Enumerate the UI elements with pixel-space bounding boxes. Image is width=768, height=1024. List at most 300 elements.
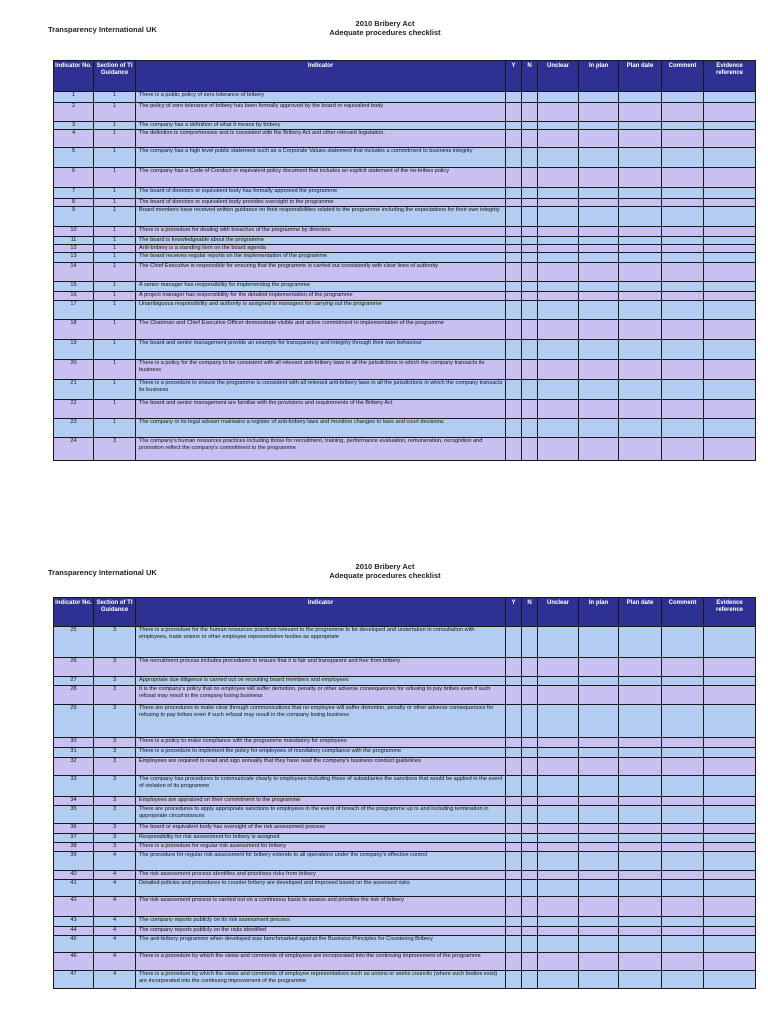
cell-n[interactable]	[522, 340, 538, 360]
cell-comment[interactable]	[662, 245, 704, 253]
cell-comment[interactable]	[662, 360, 704, 380]
cell-n[interactable]	[522, 263, 538, 282]
cell-unclear[interactable]	[538, 953, 579, 971]
cell-comment[interactable]	[662, 199, 704, 207]
cell-n[interactable]	[522, 748, 538, 758]
cell-n[interactable]	[522, 880, 538, 897]
cell-comment[interactable]	[662, 438, 704, 461]
cell-n[interactable]	[522, 936, 538, 953]
cell-in-plan[interactable]	[579, 419, 619, 438]
cell-evidence[interactable]	[704, 971, 756, 989]
cell-evidence[interactable]	[704, 237, 756, 245]
cell-evidence[interactable]	[704, 340, 756, 360]
cell-unclear[interactable]	[538, 776, 579, 797]
cell-in-plan[interactable]	[579, 122, 619, 130]
cell-comment[interactable]	[662, 340, 704, 360]
cell-n[interactable]	[522, 917, 538, 927]
cell-comment[interactable]	[662, 253, 704, 263]
cell-in-plan[interactable]	[579, 282, 619, 292]
cell-in-plan[interactable]	[579, 834, 619, 843]
cell-y[interactable]	[506, 852, 522, 871]
cell-n[interactable]	[522, 301, 538, 320]
cell-plan-date[interactable]	[619, 897, 662, 917]
cell-evidence[interactable]	[704, 738, 756, 748]
cell-y[interactable]	[506, 320, 522, 340]
cell-plan-date[interactable]	[619, 806, 662, 824]
cell-evidence[interactable]	[704, 917, 756, 927]
cell-y[interactable]	[506, 917, 522, 927]
cell-unclear[interactable]	[538, 168, 579, 188]
cell-in-plan[interactable]	[579, 301, 619, 320]
cell-unclear[interactable]	[538, 419, 579, 438]
cell-comment[interactable]	[662, 758, 704, 776]
cell-in-plan[interactable]	[579, 658, 619, 677]
cell-in-plan[interactable]	[579, 806, 619, 824]
cell-comment[interactable]	[662, 953, 704, 971]
cell-comment[interactable]	[662, 824, 704, 834]
cell-y[interactable]	[506, 843, 522, 852]
cell-comment[interactable]	[662, 971, 704, 989]
cell-plan-date[interactable]	[619, 103, 662, 122]
cell-y[interactable]	[506, 282, 522, 292]
cell-evidence[interactable]	[704, 843, 756, 852]
cell-comment[interactable]	[662, 168, 704, 188]
cell-plan-date[interactable]	[619, 871, 662, 880]
cell-in-plan[interactable]	[579, 340, 619, 360]
cell-n[interactable]	[522, 658, 538, 677]
cell-unclear[interactable]	[538, 927, 579, 936]
cell-n[interactable]	[522, 738, 538, 748]
cell-plan-date[interactable]	[619, 843, 662, 852]
cell-y[interactable]	[506, 824, 522, 834]
cell-unclear[interactable]	[538, 438, 579, 461]
cell-y[interactable]	[506, 263, 522, 282]
cell-n[interactable]	[522, 677, 538, 686]
cell-plan-date[interactable]	[619, 936, 662, 953]
cell-n[interactable]	[522, 282, 538, 292]
cell-in-plan[interactable]	[579, 227, 619, 237]
cell-evidence[interactable]	[704, 263, 756, 282]
cell-plan-date[interactable]	[619, 797, 662, 806]
cell-y[interactable]	[506, 380, 522, 400]
cell-comment[interactable]	[662, 917, 704, 927]
cell-n[interactable]	[522, 419, 538, 438]
cell-comment[interactable]	[662, 852, 704, 871]
cell-evidence[interactable]	[704, 103, 756, 122]
cell-plan-date[interactable]	[619, 340, 662, 360]
cell-comment[interactable]	[662, 419, 704, 438]
cell-y[interactable]	[506, 92, 522, 103]
cell-n[interactable]	[522, 320, 538, 340]
cell-y[interactable]	[506, 292, 522, 301]
cell-comment[interactable]	[662, 92, 704, 103]
cell-in-plan[interactable]	[579, 797, 619, 806]
cell-in-plan[interactable]	[579, 292, 619, 301]
cell-plan-date[interactable]	[619, 880, 662, 897]
cell-comment[interactable]	[662, 263, 704, 282]
cell-unclear[interactable]	[538, 122, 579, 130]
cell-in-plan[interactable]	[579, 320, 619, 340]
cell-unclear[interactable]	[538, 705, 579, 738]
cell-unclear[interactable]	[538, 971, 579, 989]
cell-y[interactable]	[506, 207, 522, 227]
cell-plan-date[interactable]	[619, 748, 662, 758]
cell-n[interactable]	[522, 705, 538, 738]
cell-unclear[interactable]	[538, 92, 579, 103]
cell-comment[interactable]	[662, 227, 704, 237]
cell-n[interactable]	[522, 971, 538, 989]
cell-in-plan[interactable]	[579, 686, 619, 705]
cell-n[interactable]	[522, 148, 538, 168]
cell-plan-date[interactable]	[619, 227, 662, 237]
cell-plan-date[interactable]	[619, 776, 662, 797]
cell-n[interactable]	[522, 360, 538, 380]
cell-n[interactable]	[522, 168, 538, 188]
cell-comment[interactable]	[662, 122, 704, 130]
cell-unclear[interactable]	[538, 824, 579, 834]
cell-y[interactable]	[506, 705, 522, 738]
cell-y[interactable]	[506, 897, 522, 917]
cell-in-plan[interactable]	[579, 245, 619, 253]
cell-comment[interactable]	[662, 834, 704, 843]
cell-unclear[interactable]	[538, 360, 579, 380]
cell-plan-date[interactable]	[619, 852, 662, 871]
cell-n[interactable]	[522, 686, 538, 705]
cell-y[interactable]	[506, 738, 522, 748]
cell-evidence[interactable]	[704, 953, 756, 971]
cell-evidence[interactable]	[704, 207, 756, 227]
cell-evidence[interactable]	[704, 227, 756, 237]
cell-y[interactable]	[506, 677, 522, 686]
cell-unclear[interactable]	[538, 253, 579, 263]
cell-evidence[interactable]	[704, 834, 756, 843]
cell-unclear[interactable]	[538, 380, 579, 400]
cell-evidence[interactable]	[704, 360, 756, 380]
cell-comment[interactable]	[662, 797, 704, 806]
cell-evidence[interactable]	[704, 797, 756, 806]
cell-y[interactable]	[506, 953, 522, 971]
cell-in-plan[interactable]	[579, 953, 619, 971]
cell-in-plan[interactable]	[579, 360, 619, 380]
cell-n[interactable]	[522, 199, 538, 207]
cell-evidence[interactable]	[704, 806, 756, 824]
cell-in-plan[interactable]	[579, 971, 619, 989]
cell-plan-date[interactable]	[619, 927, 662, 936]
cell-comment[interactable]	[662, 936, 704, 953]
cell-comment[interactable]	[662, 776, 704, 797]
cell-unclear[interactable]	[538, 199, 579, 207]
cell-plan-date[interactable]	[619, 301, 662, 320]
cell-in-plan[interactable]	[579, 748, 619, 758]
cell-evidence[interactable]	[704, 776, 756, 797]
cell-evidence[interactable]	[704, 627, 756, 658]
cell-y[interactable]	[506, 806, 522, 824]
cell-evidence[interactable]	[704, 92, 756, 103]
cell-evidence[interactable]	[704, 824, 756, 834]
cell-n[interactable]	[522, 438, 538, 461]
cell-n[interactable]	[522, 897, 538, 917]
cell-plan-date[interactable]	[619, 130, 662, 148]
cell-unclear[interactable]	[538, 245, 579, 253]
cell-in-plan[interactable]	[579, 936, 619, 953]
cell-evidence[interactable]	[704, 130, 756, 148]
cell-plan-date[interactable]	[619, 971, 662, 989]
cell-comment[interactable]	[662, 705, 704, 738]
cell-y[interactable]	[506, 122, 522, 130]
cell-unclear[interactable]	[538, 758, 579, 776]
cell-n[interactable]	[522, 103, 538, 122]
cell-in-plan[interactable]	[579, 677, 619, 686]
cell-comment[interactable]	[662, 380, 704, 400]
cell-plan-date[interactable]	[619, 168, 662, 188]
cell-in-plan[interactable]	[579, 438, 619, 461]
cell-unclear[interactable]	[538, 797, 579, 806]
cell-unclear[interactable]	[538, 917, 579, 927]
cell-n[interactable]	[522, 130, 538, 148]
cell-n[interactable]	[522, 627, 538, 658]
cell-unclear[interactable]	[538, 806, 579, 824]
cell-y[interactable]	[506, 148, 522, 168]
cell-comment[interactable]	[662, 927, 704, 936]
cell-n[interactable]	[522, 871, 538, 880]
cell-plan-date[interactable]	[619, 188, 662, 199]
cell-y[interactable]	[506, 188, 522, 199]
cell-evidence[interactable]	[704, 122, 756, 130]
cell-n[interactable]	[522, 227, 538, 237]
cell-unclear[interactable]	[538, 852, 579, 871]
cell-in-plan[interactable]	[579, 148, 619, 168]
cell-evidence[interactable]	[704, 282, 756, 292]
cell-plan-date[interactable]	[619, 245, 662, 253]
cell-unclear[interactable]	[538, 686, 579, 705]
cell-n[interactable]	[522, 400, 538, 419]
cell-evidence[interactable]	[704, 320, 756, 340]
cell-y[interactable]	[506, 103, 522, 122]
cell-n[interactable]	[522, 245, 538, 253]
cell-unclear[interactable]	[538, 677, 579, 686]
cell-plan-date[interactable]	[619, 292, 662, 301]
cell-plan-date[interactable]	[619, 237, 662, 245]
cell-evidence[interactable]	[704, 897, 756, 917]
cell-y[interactable]	[506, 301, 522, 320]
cell-in-plan[interactable]	[579, 207, 619, 227]
cell-evidence[interactable]	[704, 686, 756, 705]
cell-comment[interactable]	[662, 148, 704, 168]
cell-evidence[interactable]	[704, 658, 756, 677]
cell-comment[interactable]	[662, 103, 704, 122]
cell-n[interactable]	[522, 122, 538, 130]
cell-y[interactable]	[506, 871, 522, 880]
cell-unclear[interactable]	[538, 320, 579, 340]
cell-unclear[interactable]	[538, 843, 579, 852]
cell-plan-date[interactable]	[619, 122, 662, 130]
cell-y[interactable]	[506, 658, 522, 677]
cell-unclear[interactable]	[538, 227, 579, 237]
cell-in-plan[interactable]	[579, 758, 619, 776]
cell-plan-date[interactable]	[619, 380, 662, 400]
cell-plan-date[interactable]	[619, 627, 662, 658]
cell-in-plan[interactable]	[579, 103, 619, 122]
cell-y[interactable]	[506, 438, 522, 461]
cell-y[interactable]	[506, 400, 522, 419]
cell-evidence[interactable]	[704, 419, 756, 438]
cell-in-plan[interactable]	[579, 130, 619, 148]
cell-evidence[interactable]	[704, 748, 756, 758]
cell-y[interactable]	[506, 927, 522, 936]
cell-plan-date[interactable]	[619, 253, 662, 263]
cell-evidence[interactable]	[704, 292, 756, 301]
cell-in-plan[interactable]	[579, 199, 619, 207]
cell-comment[interactable]	[662, 320, 704, 340]
cell-comment[interactable]	[662, 292, 704, 301]
cell-y[interactable]	[506, 936, 522, 953]
cell-in-plan[interactable]	[579, 188, 619, 199]
cell-unclear[interactable]	[538, 658, 579, 677]
cell-unclear[interactable]	[538, 897, 579, 917]
cell-y[interactable]	[506, 199, 522, 207]
cell-plan-date[interactable]	[619, 686, 662, 705]
cell-y[interactable]	[506, 419, 522, 438]
cell-n[interactable]	[522, 292, 538, 301]
cell-comment[interactable]	[662, 897, 704, 917]
cell-comment[interactable]	[662, 400, 704, 419]
cell-comment[interactable]	[662, 207, 704, 227]
cell-in-plan[interactable]	[579, 871, 619, 880]
cell-in-plan[interactable]	[579, 627, 619, 658]
cell-y[interactable]	[506, 168, 522, 188]
cell-in-plan[interactable]	[579, 92, 619, 103]
cell-unclear[interactable]	[538, 292, 579, 301]
cell-in-plan[interactable]	[579, 897, 619, 917]
cell-plan-date[interactable]	[619, 400, 662, 419]
cell-unclear[interactable]	[538, 103, 579, 122]
cell-evidence[interactable]	[704, 188, 756, 199]
cell-y[interactable]	[506, 758, 522, 776]
cell-n[interactable]	[522, 253, 538, 263]
cell-plan-date[interactable]	[619, 953, 662, 971]
cell-plan-date[interactable]	[619, 677, 662, 686]
cell-plan-date[interactable]	[619, 705, 662, 738]
cell-y[interactable]	[506, 880, 522, 897]
cell-y[interactable]	[506, 971, 522, 989]
cell-unclear[interactable]	[538, 834, 579, 843]
cell-evidence[interactable]	[704, 705, 756, 738]
cell-n[interactable]	[522, 188, 538, 199]
cell-evidence[interactable]	[704, 927, 756, 936]
cell-unclear[interactable]	[538, 148, 579, 168]
cell-in-plan[interactable]	[579, 927, 619, 936]
cell-y[interactable]	[506, 776, 522, 797]
cell-in-plan[interactable]	[579, 738, 619, 748]
cell-plan-date[interactable]	[619, 282, 662, 292]
cell-unclear[interactable]	[538, 738, 579, 748]
cell-plan-date[interactable]	[619, 758, 662, 776]
cell-plan-date[interactable]	[619, 917, 662, 927]
cell-in-plan[interactable]	[579, 880, 619, 897]
cell-y[interactable]	[506, 797, 522, 806]
cell-comment[interactable]	[662, 686, 704, 705]
cell-unclear[interactable]	[538, 301, 579, 320]
cell-y[interactable]	[506, 237, 522, 245]
cell-unclear[interactable]	[538, 400, 579, 419]
cell-comment[interactable]	[662, 871, 704, 880]
cell-comment[interactable]	[662, 880, 704, 897]
cell-y[interactable]	[506, 748, 522, 758]
cell-unclear[interactable]	[538, 130, 579, 148]
cell-in-plan[interactable]	[579, 824, 619, 834]
cell-comment[interactable]	[662, 748, 704, 758]
cell-evidence[interactable]	[704, 148, 756, 168]
cell-evidence[interactable]	[704, 677, 756, 686]
cell-evidence[interactable]	[704, 301, 756, 320]
cell-plan-date[interactable]	[619, 92, 662, 103]
cell-comment[interactable]	[662, 282, 704, 292]
cell-n[interactable]	[522, 927, 538, 936]
cell-evidence[interactable]	[704, 168, 756, 188]
cell-unclear[interactable]	[538, 627, 579, 658]
cell-n[interactable]	[522, 92, 538, 103]
cell-comment[interactable]	[662, 806, 704, 824]
cell-y[interactable]	[506, 253, 522, 263]
cell-n[interactable]	[522, 776, 538, 797]
cell-evidence[interactable]	[704, 400, 756, 419]
cell-comment[interactable]	[662, 188, 704, 199]
cell-in-plan[interactable]	[579, 400, 619, 419]
cell-n[interactable]	[522, 824, 538, 834]
cell-plan-date[interactable]	[619, 824, 662, 834]
cell-plan-date[interactable]	[619, 320, 662, 340]
cell-y[interactable]	[506, 340, 522, 360]
cell-in-plan[interactable]	[579, 705, 619, 738]
cell-evidence[interactable]	[704, 852, 756, 871]
cell-y[interactable]	[506, 130, 522, 148]
cell-n[interactable]	[522, 852, 538, 871]
cell-y[interactable]	[506, 227, 522, 237]
cell-y[interactable]	[506, 360, 522, 380]
cell-plan-date[interactable]	[619, 834, 662, 843]
cell-plan-date[interactable]	[619, 263, 662, 282]
cell-n[interactable]	[522, 237, 538, 245]
cell-unclear[interactable]	[538, 871, 579, 880]
cell-plan-date[interactable]	[619, 207, 662, 227]
cell-y[interactable]	[506, 245, 522, 253]
cell-comment[interactable]	[662, 677, 704, 686]
cell-comment[interactable]	[662, 130, 704, 148]
cell-unclear[interactable]	[538, 282, 579, 292]
cell-comment[interactable]	[662, 627, 704, 658]
cell-in-plan[interactable]	[579, 843, 619, 852]
cell-plan-date[interactable]	[619, 360, 662, 380]
cell-n[interactable]	[522, 797, 538, 806]
cell-plan-date[interactable]	[619, 148, 662, 168]
cell-plan-date[interactable]	[619, 438, 662, 461]
cell-unclear[interactable]	[538, 263, 579, 282]
cell-n[interactable]	[522, 843, 538, 852]
cell-comment[interactable]	[662, 843, 704, 852]
cell-in-plan[interactable]	[579, 380, 619, 400]
cell-in-plan[interactable]	[579, 168, 619, 188]
cell-evidence[interactable]	[704, 871, 756, 880]
cell-evidence[interactable]	[704, 438, 756, 461]
cell-plan-date[interactable]	[619, 199, 662, 207]
cell-in-plan[interactable]	[579, 917, 619, 927]
cell-unclear[interactable]	[538, 748, 579, 758]
cell-evidence[interactable]	[704, 199, 756, 207]
cell-y[interactable]	[506, 627, 522, 658]
cell-in-plan[interactable]	[579, 263, 619, 282]
cell-evidence[interactable]	[704, 758, 756, 776]
cell-n[interactable]	[522, 380, 538, 400]
